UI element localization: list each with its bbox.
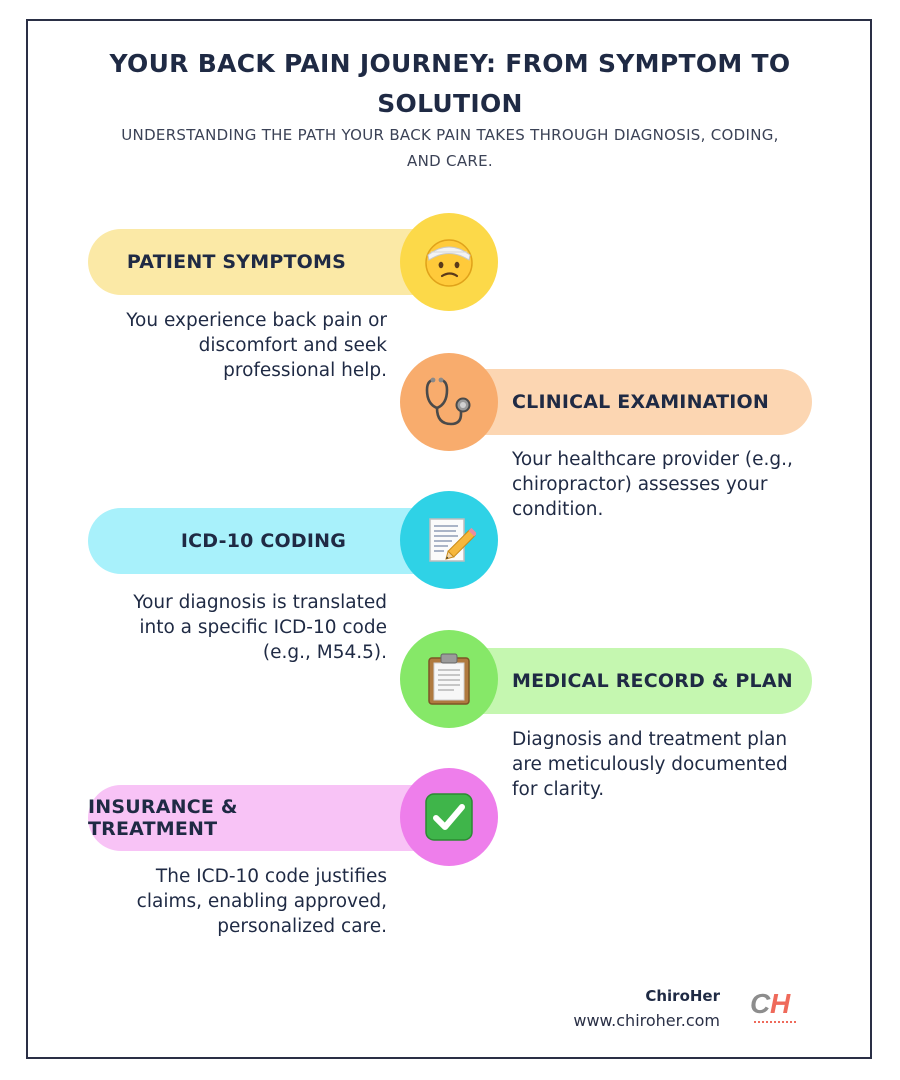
step-description — [100, 590, 387, 665]
title-line-1: YOUR BACK PAIN JOURNEY: FROM SYMPTOM TO — [109, 49, 791, 78]
check-mark-button-icon — [423, 791, 475, 843]
desc-line: professional help. — [223, 360, 387, 381]
page-title — [0, 44, 900, 124]
brand-name: ChiroHer — [645, 987, 720, 1005]
step-description — [512, 447, 812, 522]
subtitle-line-1: UNDERSTANDING THE PATH YOUR BACK PAIN TAKES THROUGH DIAGNOSIS, CODING, — [121, 126, 779, 144]
desc-line: Diagnosis and treatment plan — [512, 729, 788, 750]
memo-pencil-icon — [422, 513, 476, 567]
step-label: MEDICAL RECORD & PLAN — [512, 670, 793, 692]
title-line-2: SOLUTION — [377, 89, 523, 118]
chiroher-logo — [748, 986, 800, 1030]
step-label: CLINICAL EXAMINATION — [512, 391, 769, 413]
step-icon-circle — [400, 491, 498, 589]
desc-line: Your diagnosis is translated — [133, 592, 387, 613]
step-label: INSURANCE & TREATMENT — [88, 796, 238, 840]
bandaged-face-icon — [422, 235, 476, 289]
step-description — [512, 727, 812, 802]
subtitle-line-2: AND CARE. — [407, 152, 493, 170]
step-icon-circle — [400, 768, 498, 866]
desc-line: You experience back pain or — [126, 310, 387, 331]
brand-url[interactable]: www.chiroher.com — [573, 1011, 720, 1030]
desc-line: condition. — [512, 499, 604, 520]
page-subtitle — [90, 122, 810, 174]
desc-line: personalized care. — [217, 916, 387, 937]
svg-text:H: H — [770, 988, 791, 1019]
desc-line: chiropractor) assesses your — [512, 474, 768, 495]
step-label: ICD-10 CODING — [180, 530, 346, 552]
desc-line: into a specific ICD-10 code — [139, 617, 387, 638]
step-label: PATIENT SYMPTOMS — [126, 251, 346, 273]
desc-line: for clarity. — [512, 779, 605, 800]
desc-line: are meticulously documented — [512, 754, 788, 775]
desc-line: The ICD-10 code justifies — [155, 866, 387, 887]
step-icon-circle — [400, 630, 498, 728]
svg-text:C: C — [750, 988, 771, 1019]
step-icon-circle — [400, 353, 498, 451]
desc-line: (e.g., M54.5). — [262, 642, 387, 663]
desc-line: Your healthcare provider (e.g., — [512, 449, 793, 470]
clipboard-icon — [424, 652, 474, 706]
step-icon-circle — [400, 213, 498, 311]
desc-line: claims, enabling approved, — [136, 891, 387, 912]
step-description — [100, 864, 387, 939]
desc-line: discomfort and seek — [198, 335, 387, 356]
step-description — [100, 308, 387, 383]
stethoscope-icon — [419, 372, 479, 432]
